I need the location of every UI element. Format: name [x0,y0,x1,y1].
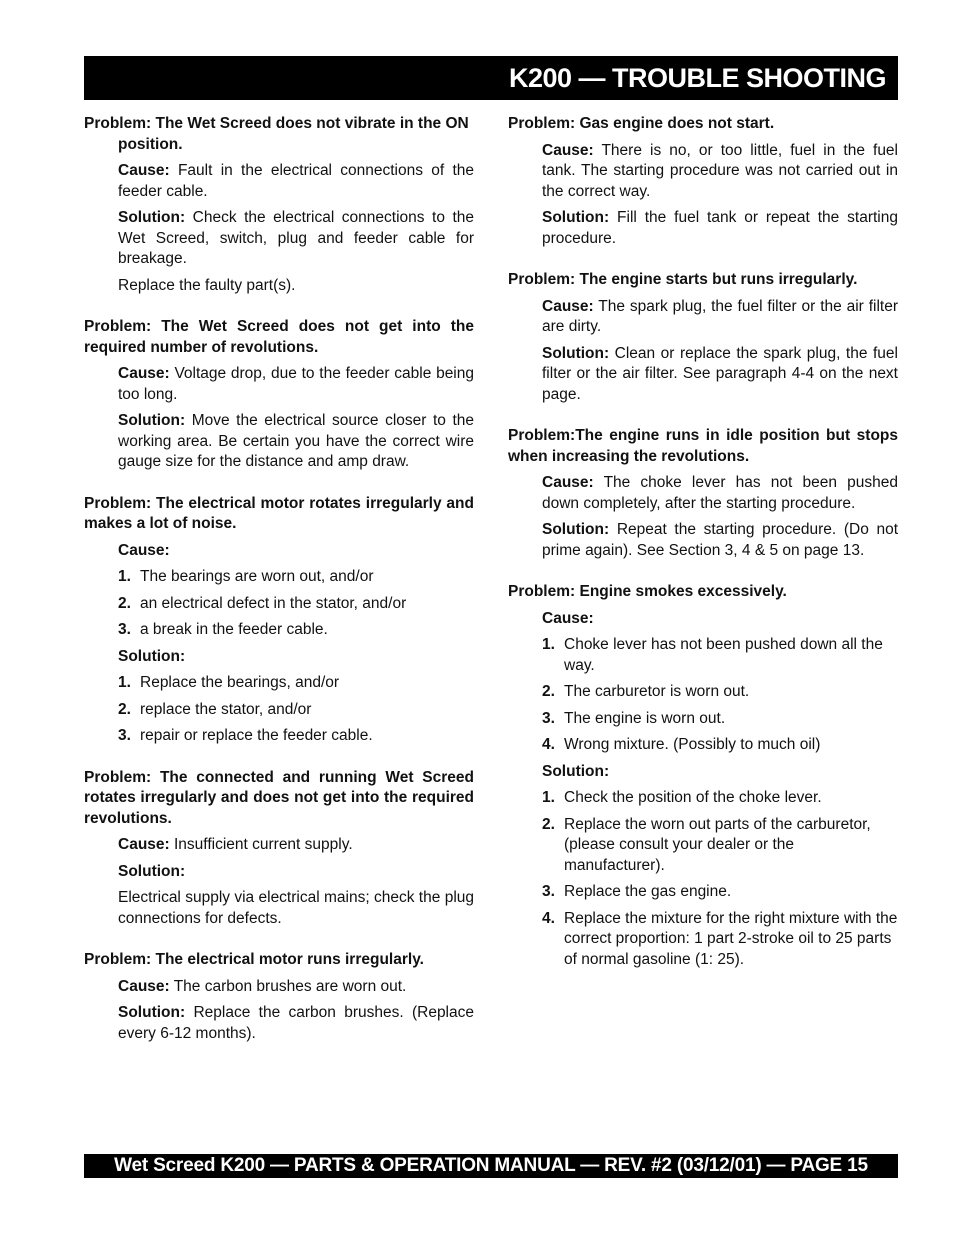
problem-heading [84,768,474,830]
list-text: Replace the gas engine. [564,883,732,900]
cause-paragraph [84,977,474,998]
list-number: 3. [542,709,555,727]
list-number: 2. [542,683,555,700]
problem-block [84,494,474,747]
list-text: an electrical defect in the stator, and/or [140,594,407,612]
problem-text: The engine runs in idle position but stops when increasing the revolutions. [508,427,898,465]
list-item [508,882,898,903]
solution-paragraph [508,520,898,561]
cause-paragraph [508,141,898,203]
problem-text: Gas engine does not start. [579,115,775,132]
problem-heading [84,494,474,535]
list-number: 1. [542,789,555,806]
list-text: Replace the bearings, and/or [140,674,340,691]
right-column [508,114,898,991]
list-text: Check the position of the choke lever. [564,789,822,806]
solution-paragraph [508,344,898,406]
cause-label: Cause: [118,977,170,995]
cause-text: Voltage drop, due to the feeder cable being too long. [118,365,474,403]
extra-paragraph: Replace the faulty part(s). [118,276,296,294]
list-number: 2. [118,700,131,718]
list-text: The engine is worn out. [564,709,726,727]
problem-heading [508,270,898,291]
list-item [84,620,474,641]
cause-text: The spark plug, the fuel filter or the air filter are dirty. [542,297,898,335]
cause-label: Cause: [118,162,170,179]
problem-text: The Wet Screed does not get into the required number of revolutions. [84,318,474,356]
solution-paragraph [84,411,474,473]
cause-text: Fault in the electrical connections of the feeder cable. [118,162,475,200]
cause-label: Cause: [118,541,170,559]
list-number: 4. [542,909,555,927]
page-title: K200 — TROUBLE SHOOTING [508,63,886,93]
cause-text: The carbon brushes are worn out. [173,977,407,995]
problem-text-rest: position. [118,135,183,153]
problem-label: Problem: [508,115,576,132]
problem-heading [508,426,898,467]
cause-label: Cause: [542,474,594,491]
problem-text: The Wet Screed does not vibrate in the ON [155,115,469,132]
list-text: repair or replace the feeder cable. [140,727,373,744]
problem-block [508,582,898,970]
cause-paragraph [84,835,474,856]
list-text: replace the stator, and/or [140,700,312,718]
solution-text: Repeat the starting procedure. (Do not prime again). See Section 3, 4 & 5 on page 13. [542,521,899,559]
solution-text: Clean or replace the spark plug, the fuel filter or the air filter. See paragraph 4-4 on the next page. [542,344,898,403]
list-item [508,815,898,877]
problem-text: Engine smokes excessively. [579,583,787,600]
problem-text: The connected and running Wet Screed rotates irregularly and does not get into the required revolutions. [84,768,474,827]
problem-block [508,270,898,405]
list-text: Choke lever has not been pushed down all the way. [564,636,883,674]
solution-label: Solution: [542,762,610,780]
solution-paragraph [84,1003,474,1044]
problem-label: Problem: [84,768,152,786]
problem-heading [84,114,474,155]
problem-label: Problem: [508,583,576,600]
problem-block [84,114,474,296]
left-column [84,114,474,1065]
list-item [508,635,898,676]
cause-text: Insufficient current supply. [174,836,353,853]
cause-text: The choke lever has not been pushed down completely, after the starting procedure. [542,474,898,512]
solution-label: Solution: [118,412,186,429]
cause-paragraph [84,161,474,202]
problem-block [84,768,474,930]
list-text: The carburetor is worn out. [564,683,750,700]
problem-label: Problem: [84,494,152,512]
list-item [508,788,898,809]
solution-label: Solution: [542,521,610,538]
list-item [508,909,898,971]
solution-text: Replace the carbon brushes. (Replace every 6-12 months). [118,1004,474,1042]
list-number: 2. [542,815,555,833]
list-item [508,709,898,730]
solution-label: Solution: [542,344,610,362]
cause-label: Cause: [118,836,170,853]
cause-paragraph [508,297,898,338]
list-item [84,567,474,588]
list-number: 4. [542,736,555,753]
list-item [84,726,474,747]
problem-label: Problem: [84,951,152,968]
problem-heading [84,317,474,358]
list-number: 3. [118,621,131,638]
cause-label: Cause: [542,141,594,159]
problem-heading [84,950,474,971]
solution-label: Solution: [542,209,610,226]
cause-paragraph [508,473,898,514]
list-text: The bearings are worn out, and/or [140,568,374,585]
list-item [84,700,474,721]
problem-label: Problem: [84,318,152,335]
list-number: 3. [118,727,131,744]
solution-text: Fill the fuel tank or repeat the starting procedure. [542,209,898,247]
problem-block [508,114,898,249]
list-number: 1. [542,636,555,653]
list-item [84,594,474,615]
cause-label: Cause: [542,297,594,315]
list-text: Wrong mixture. (Possibly to much oil) [564,736,821,753]
problem-block [84,950,474,1044]
solution-paragraph [84,208,474,270]
cause-label: Cause: [118,365,170,382]
list-number: 1. [118,568,131,585]
problem-text: The engine starts but runs irregularly. [579,271,858,288]
problem-text: The electrical motor rotates irregularly and makes a lot of noise. [84,494,474,532]
list-number: 3. [542,883,555,900]
solution-label: Solution: [118,647,186,665]
problem-text: The electrical motor runs irregularly. [155,951,424,968]
list-item [508,735,898,756]
cause-label: Cause: [542,609,594,627]
problem-label: Problem: [508,427,576,444]
list-number: 1. [118,674,131,691]
list-item [508,682,898,703]
cause-paragraph [84,364,474,405]
list-item [84,673,474,694]
problem-heading [508,114,898,135]
solution-text: Electrical supply via electrical mains; check the plug connections for defects. [118,889,474,927]
page-header [84,56,898,100]
list-number: 2. [118,594,131,612]
problem-block [84,317,474,473]
problem-block [508,426,898,561]
solution-text: Move the electrical source closer to the working area. Be certain you have the correct wire gauge size for the distance and amp draw. [118,412,474,470]
list-text: Replace the worn out parts of the carburetor, (please consult your dealer or the manufacturer). [564,815,871,874]
problem-label: Problem: [84,115,152,132]
page-footer: Wet Screed K200 — PARTS & OPERATION MANUAL — REV. #2 (03/12/01) — PAGE 15 [84,1154,898,1178]
solution-label: Solution: [118,1004,186,1021]
list-text: a break in the feeder cable. [140,621,328,638]
solution-label: Solution: [118,862,186,880]
solution-label: Solution: [118,209,186,226]
problem-label: Problem: [508,271,576,288]
cause-text: There is no, or too little, fuel in the fuel tank. The starting procedure was not carried out in the correct way. [542,141,898,200]
solution-text: Check the electrical connections to the Wet Screed, switch, plug and feeder cable for breakage. [118,209,474,267]
solution-paragraph [508,208,898,249]
problem-heading [508,582,898,603]
list-text: Replace the mixture for the right mixture with the correct proportion: 1 part 2-stroke oil to 25 parts of normal gasoline (1: 25). [564,909,898,968]
